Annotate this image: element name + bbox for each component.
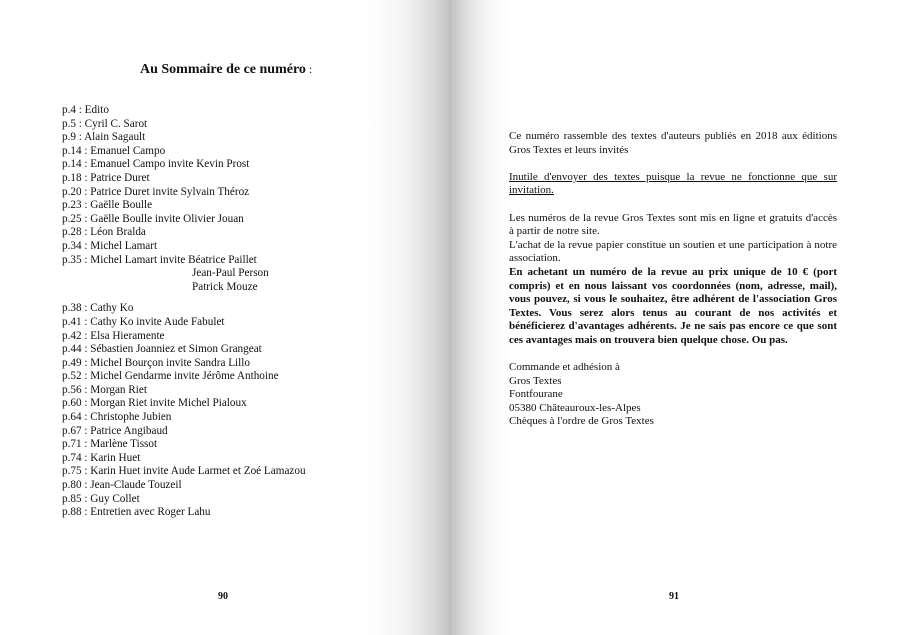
toc-entry: p.28 : Léon Bralda bbox=[62, 226, 146, 239]
right-page bbox=[449, 0, 897, 635]
toc-entry: p.25 : Gaëlle Boulle invite Olivier Jouan bbox=[62, 212, 244, 225]
address-line: Gros Textes bbox=[509, 374, 562, 387]
toc-entry: p.64 : Christophe Jubien bbox=[62, 411, 172, 424]
support-paragraph: L'achat de la revue papier constitue un soutien et une participation à notre association. bbox=[509, 238, 837, 265]
toc-entry: p.56 : Morgan Riet bbox=[62, 383, 147, 396]
online-paragraph: Les numéros de la revue Gros Textes sont mis en ligne et gratuits d'accès à partir de notre site. bbox=[509, 211, 837, 238]
toc-entry: p.80 : Jean-Claude Touzeil bbox=[62, 479, 182, 492]
colophon-text bbox=[509, 130, 837, 429]
submission-notice: Inutile d'envoyer des textes puisque la revue ne fonctionne que sur invitation. bbox=[509, 170, 837, 197]
page-number-left: 90 bbox=[218, 591, 228, 602]
toc-entry: p.20 : Patrice Duret invite Sylvain Théroz bbox=[62, 185, 250, 198]
toc-entry: p.14 : Emanuel Campo bbox=[62, 144, 166, 157]
membership-offer: En achetant un numéro de la revue au prix unique de 10 € (port compris) et en nous laissant vos coordonnées (nom, adresse, mail), vous pouvez, si vous le souhaitez, être adhérent de l'association Gros Textes. Vous serez alors tenus au courant de nos activités et bénéficierez d'avantages adhérents. Je ne sais pas encore ce que sont ces avantages mais on trouvera bien quelque chose. Ou pas. bbox=[509, 265, 837, 346]
address-line: Fontfourane bbox=[509, 388, 563, 401]
toc-entry: p.42 : Elsa Hieramente bbox=[62, 329, 165, 342]
toc-entry: p.88 : Entretien avec Roger Lahu bbox=[62, 506, 211, 519]
table-of-contents bbox=[62, 104, 306, 520]
toc-entry-continuation: Patrick Mouze bbox=[192, 280, 258, 293]
toc-title-colon: : bbox=[305, 62, 313, 76]
toc-entry-continuation: Jean-Paul Person bbox=[192, 267, 269, 280]
toc-entry: p.49 : Michel Bourçon invite Sandra Lillo bbox=[62, 356, 250, 369]
toc-entry: p.9 : Alain Sagault bbox=[62, 131, 146, 144]
page-number-right: 91 bbox=[669, 591, 679, 602]
paragraph-spacer bbox=[509, 198, 837, 212]
toc-entry: p.67 : Patrice Angibaud bbox=[62, 424, 168, 437]
toc-entry: p.41 : Cathy Ko invite Aude Fabulet bbox=[62, 315, 225, 328]
toc-entry: p.34 : Michel Lamart bbox=[62, 239, 158, 252]
toc-entry: p.60 : Morgan Riet invite Michel Pialoux bbox=[62, 397, 247, 410]
toc-entry: p.85 : Guy Collet bbox=[62, 492, 140, 505]
paragraph-spacer bbox=[509, 348, 837, 362]
paragraph-spacer bbox=[509, 157, 837, 171]
toc-entry: p.75 : Karin Huet invite Aude Larmet et Zoé Lamazou bbox=[62, 465, 306, 478]
toc-entry: p.14 : Emanuel Campo invite Kevin Prost bbox=[62, 158, 250, 171]
toc-entry: p.38 : Cathy Ko bbox=[62, 302, 134, 315]
toc-entry: p.52 : Michel Gendarme invite Jérôme Anthoine bbox=[62, 370, 279, 383]
address-line: 05380 Châteauroux-les-Alpes bbox=[509, 401, 641, 414]
toc-entry: p.35 : Michel Lamart invite Béatrice Paillet bbox=[62, 253, 257, 266]
postal-address bbox=[509, 361, 837, 429]
address-line: Commande et adhésion à bbox=[509, 361, 620, 374]
address-line: Chèques à l'ordre de Gros Textes bbox=[509, 415, 654, 428]
toc-entry: p.5 : Cyril C. Sarot bbox=[62, 117, 148, 130]
toc-title bbox=[140, 62, 312, 78]
toc-entry: p.4 : Edito bbox=[62, 104, 109, 116]
toc-entry: p.71 : Marlène Tissot bbox=[62, 438, 158, 451]
intro-paragraph: Ce numéro rassemble des textes d'auteurs publiés en 2018 aux éditions Gros Textes et leurs invités bbox=[509, 130, 837, 156]
toc-entry: p.18 : Patrice Duret bbox=[62, 171, 150, 184]
toc-entry: p.74 : Karin Huet bbox=[62, 451, 141, 464]
toc-entry: p.23 : Gaëlle Boulle bbox=[62, 199, 153, 212]
toc-entry: p.44 : Sébastien Joanniez et Simon Grangeat bbox=[62, 343, 262, 356]
toc-title-text: Au Sommaire de ce numéro bbox=[140, 62, 306, 77]
